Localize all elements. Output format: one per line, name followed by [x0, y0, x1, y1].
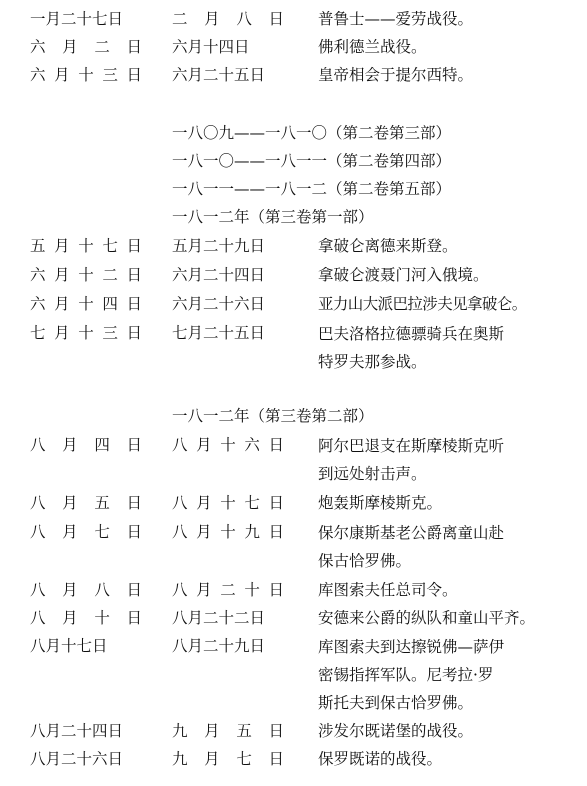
event-text: 佛利德兰战役。	[318, 38, 427, 56]
table-row	[0, 718, 587, 744]
old-style-date: 八月十七日	[30, 637, 108, 655]
table-row	[0, 490, 587, 516]
old-style-date: 八 月 七 日	[30, 523, 142, 541]
new-style-date: 九 月 七 日	[172, 750, 284, 768]
old-style-date: 八 月 十 日	[30, 609, 142, 627]
section-heading	[0, 403, 587, 429]
table-row	[0, 746, 587, 772]
table-row	[0, 432, 587, 488]
new-style-date: 八 月 十 七 日	[172, 494, 284, 512]
event-text: 拿破仑渡聂门河入俄境。	[318, 266, 489, 284]
old-style-date: 八月二十六日	[30, 750, 124, 768]
old-style-date: 八 月 八 日	[30, 581, 142, 599]
table-row	[0, 320, 587, 376]
table-row	[0, 577, 587, 603]
old-style-date: 六 月 十 二 日	[30, 266, 142, 284]
table-row	[0, 605, 587, 631]
section-heading-text: 一八一一——一八一二（第二卷第五部）	[172, 180, 452, 198]
section-heading	[0, 148, 587, 174]
old-style-date: 五 月 十 七 日	[30, 237, 142, 255]
new-style-date: 六月二十六日	[172, 295, 266, 313]
event-text: 普鲁士——爱劳战役。	[318, 10, 474, 28]
event-text: 巴夫洛格拉德骠骑兵在奥斯 特罗夫那参战。	[318, 325, 505, 371]
old-style-date: 六 月 十 三 日	[30, 66, 142, 84]
new-style-date: 八 月 十 九 日	[172, 523, 284, 541]
section-heading-text: 一八一二年（第三卷第一部）	[172, 208, 374, 226]
new-style-date: 六月十四日	[172, 38, 250, 56]
section-heading	[0, 176, 587, 202]
new-style-date: 八月二十二日	[172, 609, 266, 627]
event-text: 拿破仑离德来斯登。	[318, 237, 458, 255]
section-heading-text: 一八〇九——一八一〇（第二卷第三部）	[172, 124, 452, 142]
section-heading	[0, 120, 587, 146]
new-style-date: 七月二十五日	[172, 324, 266, 342]
table-row	[0, 233, 587, 259]
section-heading	[0, 204, 587, 230]
event-text: 安德来公爵的纵队和童山平齐。	[318, 609, 536, 627]
table-row	[0, 62, 587, 88]
table-row	[0, 34, 587, 60]
event-text: 阿尔巴退支在斯摩棱斯克听 到远处射击声。	[318, 437, 505, 483]
old-style-date: 六 月 二 日	[30, 38, 142, 56]
event-text: 库图索夫到达擦锐佛—萨伊 密锡指挥军队。尼考拉·罗 斯托夫到保古恰罗佛。	[318, 638, 505, 712]
old-style-date: 八 月 五 日	[30, 494, 142, 512]
event-text: 涉发尔既诺堡的战役。	[318, 722, 474, 740]
new-style-date: 六月二十五日	[172, 66, 266, 84]
event-text: 保尔康斯基老公爵离童山赴 保古恰罗佛。	[318, 524, 505, 570]
new-style-date: 九 月 五 日	[172, 722, 284, 740]
table-row	[0, 262, 587, 288]
table-row	[0, 291, 587, 317]
section-heading-text: 一八一二年（第三卷第二部）	[172, 407, 374, 425]
new-style-date: 八月二十九日	[172, 637, 266, 655]
old-style-date: 一月二十七日	[30, 10, 124, 28]
event-text: 炮轰斯摩棱斯克。	[318, 494, 443, 512]
new-style-date: 五月二十九日	[172, 237, 266, 255]
old-style-date: 七 月 十 三 日	[30, 324, 142, 342]
event-text: 亚力山大派巴拉涉夫见拿破仑。	[318, 295, 527, 313]
event-text: 皇帝相会于提尔西特。	[318, 66, 474, 84]
new-style-date: 六月二十四日	[172, 266, 266, 284]
old-style-date: 八月二十四日	[30, 722, 124, 740]
old-style-date: 六 月 十 四 日	[30, 295, 142, 313]
table-row	[0, 633, 587, 717]
new-style-date: 八 月 二 十 日	[172, 581, 284, 599]
new-style-date: 二 月 八 日	[172, 10, 284, 28]
event-text: 保罗既诺的战役。	[318, 750, 443, 768]
old-style-date: 八 月 四 日	[30, 436, 142, 454]
event-text: 库图索夫任总司令。	[318, 581, 458, 599]
section-heading-text: 一八一〇——一八一一（第二卷第四部）	[172, 152, 452, 170]
table-row	[0, 519, 587, 575]
new-style-date: 八 月 十 六 日	[172, 436, 284, 454]
table-row	[0, 6, 587, 32]
